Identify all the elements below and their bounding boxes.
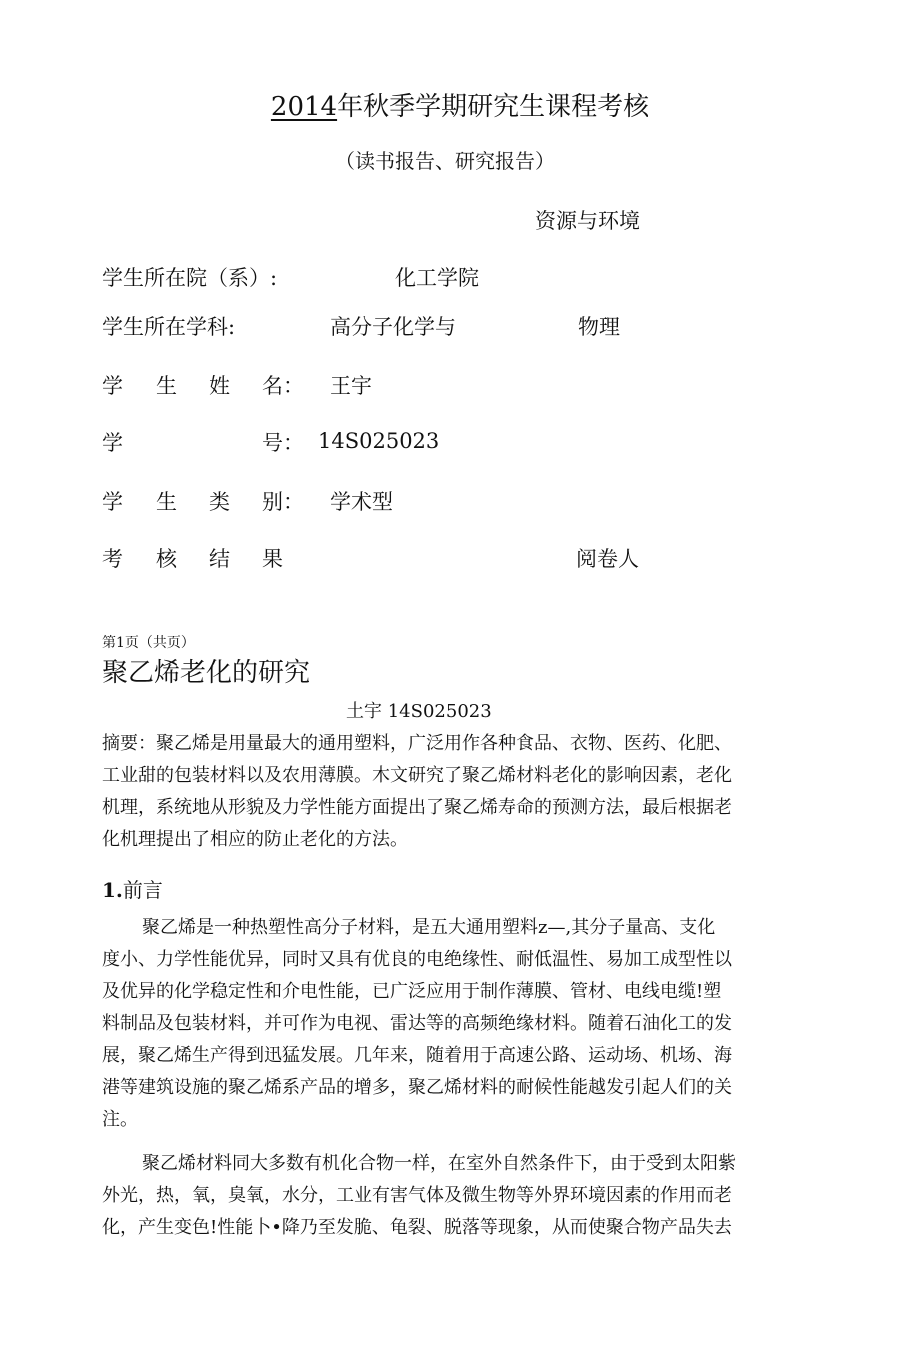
discipline-value-part2: 物理 — [578, 315, 620, 339]
result-label-char3: 结 — [209, 547, 230, 571]
section-heading — [102, 874, 163, 903]
reviewer-label: 阅卷人 — [576, 547, 639, 571]
abstract-paragraph — [102, 728, 802, 856]
paper-author: 土宇 14S025023 — [346, 701, 492, 722]
report-title-text: 年秋季学期研究生课程考核 — [337, 92, 650, 122]
paragraph-line: 料制品及包装材料，并可作为电视、雷达等的高频绝缘材料。随着石油化工的发 — [102, 1013, 732, 1034]
abstract-line: 工业甜的包装材料以及农用薄膜。木文研究了聚乙烯材料老化的影响因素，老化 — [102, 765, 732, 786]
college-value: 化工学院 — [395, 266, 479, 290]
college-label: 学生所在院（系）: — [102, 266, 278, 290]
result-label-char4: 果 — [262, 547, 283, 571]
course-name: 资源与环境 — [535, 209, 640, 233]
paragraph-line: 展，聚乙烯生产得到迅猛发展。几年来，随着用于高速公路、运动场、机场、海 — [102, 1045, 732, 1066]
report-title — [0, 86, 920, 123]
intro-paragraph-2 — [102, 1148, 802, 1244]
paragraph-line: 度小、力学性能优异，同时又具有优良的电绝缘性、耐低温性、易加工成型性以 — [102, 949, 732, 970]
section-title: 前言 — [122, 878, 163, 902]
paragraph-line: 聚乙烯材料同大多数有机化合物一样，在室外自然条件下，由于受到太阳紫 — [142, 1153, 736, 1174]
paragraph-line: 及优异的化学稳定性和介电性能，已广泛应用于制作薄膜、管材、电线电缆!塑 — [102, 981, 722, 1002]
abstract-line: 机理，系统地从形貌及力学性能方面提出了聚乙烯寿命的预测方法，最后根据老 — [102, 797, 732, 818]
discipline-label: 学生所在学科: — [102, 315, 236, 339]
report-title-year: 2014 — [270, 92, 338, 122]
paper-title: 聚乙烯老化的研究 — [102, 658, 311, 688]
name-label-char4: 名： — [262, 374, 304, 398]
name-label-char2: 生 — [156, 374, 177, 398]
type-value: 学术型 — [330, 490, 393, 514]
paragraph-line: 聚乙烯是一种热塑性高分子材料，是五大通用塑料z—,其分子量高、支化 — [142, 917, 716, 938]
paragraph-line: 外光，热，氧，臭氧，水分，工业有害气体及微生物等外界环境因素的作用而老 — [102, 1185, 732, 1206]
abstract-line: 化机理提出了相应的防止老化的方法。 — [102, 829, 408, 850]
discipline-value-part1: 高分子化学与 — [330, 315, 456, 339]
result-label-char1: 考 — [102, 547, 123, 571]
abstract-line: 摘要：聚乙烯是用量最大的通用塑料，广泛用作各种食品、衣物、医药、化肥、 — [102, 733, 732, 754]
type-label-char1: 学 — [102, 490, 123, 514]
intro-paragraph-1 — [102, 912, 802, 1136]
type-label-char3: 类 — [209, 490, 230, 514]
student-id-label-char2: 号： — [262, 431, 304, 455]
paragraph-line: 化，产生变色!性能卜•降乃至发脆、龟裂、脱落等现象，从而使聚合物产品失去 — [102, 1217, 732, 1238]
name-value: 王宇 — [330, 374, 372, 398]
paragraph-line: 港等建筑设施的聚乙烯系产品的增多，聚乙烯材料的耐候性能越发引起人们的关 — [102, 1077, 732, 1098]
type-label-char4: 别： — [262, 490, 304, 514]
paragraph-line: 注。 — [102, 1109, 138, 1130]
type-label-char2: 生 — [156, 490, 177, 514]
report-subtitle: （读书报告、研究报告） — [335, 149, 555, 173]
result-label-char2: 核 — [156, 547, 177, 571]
name-label-char3: 姓 — [209, 374, 230, 398]
section-number: 1. — [102, 878, 123, 902]
page-indicator: 第1页（共页） — [102, 635, 195, 651]
name-label-char1: 学 — [102, 374, 123, 398]
student-id-value: 14S025023 — [318, 429, 440, 453]
student-id-label-char1: 学 — [102, 431, 123, 455]
